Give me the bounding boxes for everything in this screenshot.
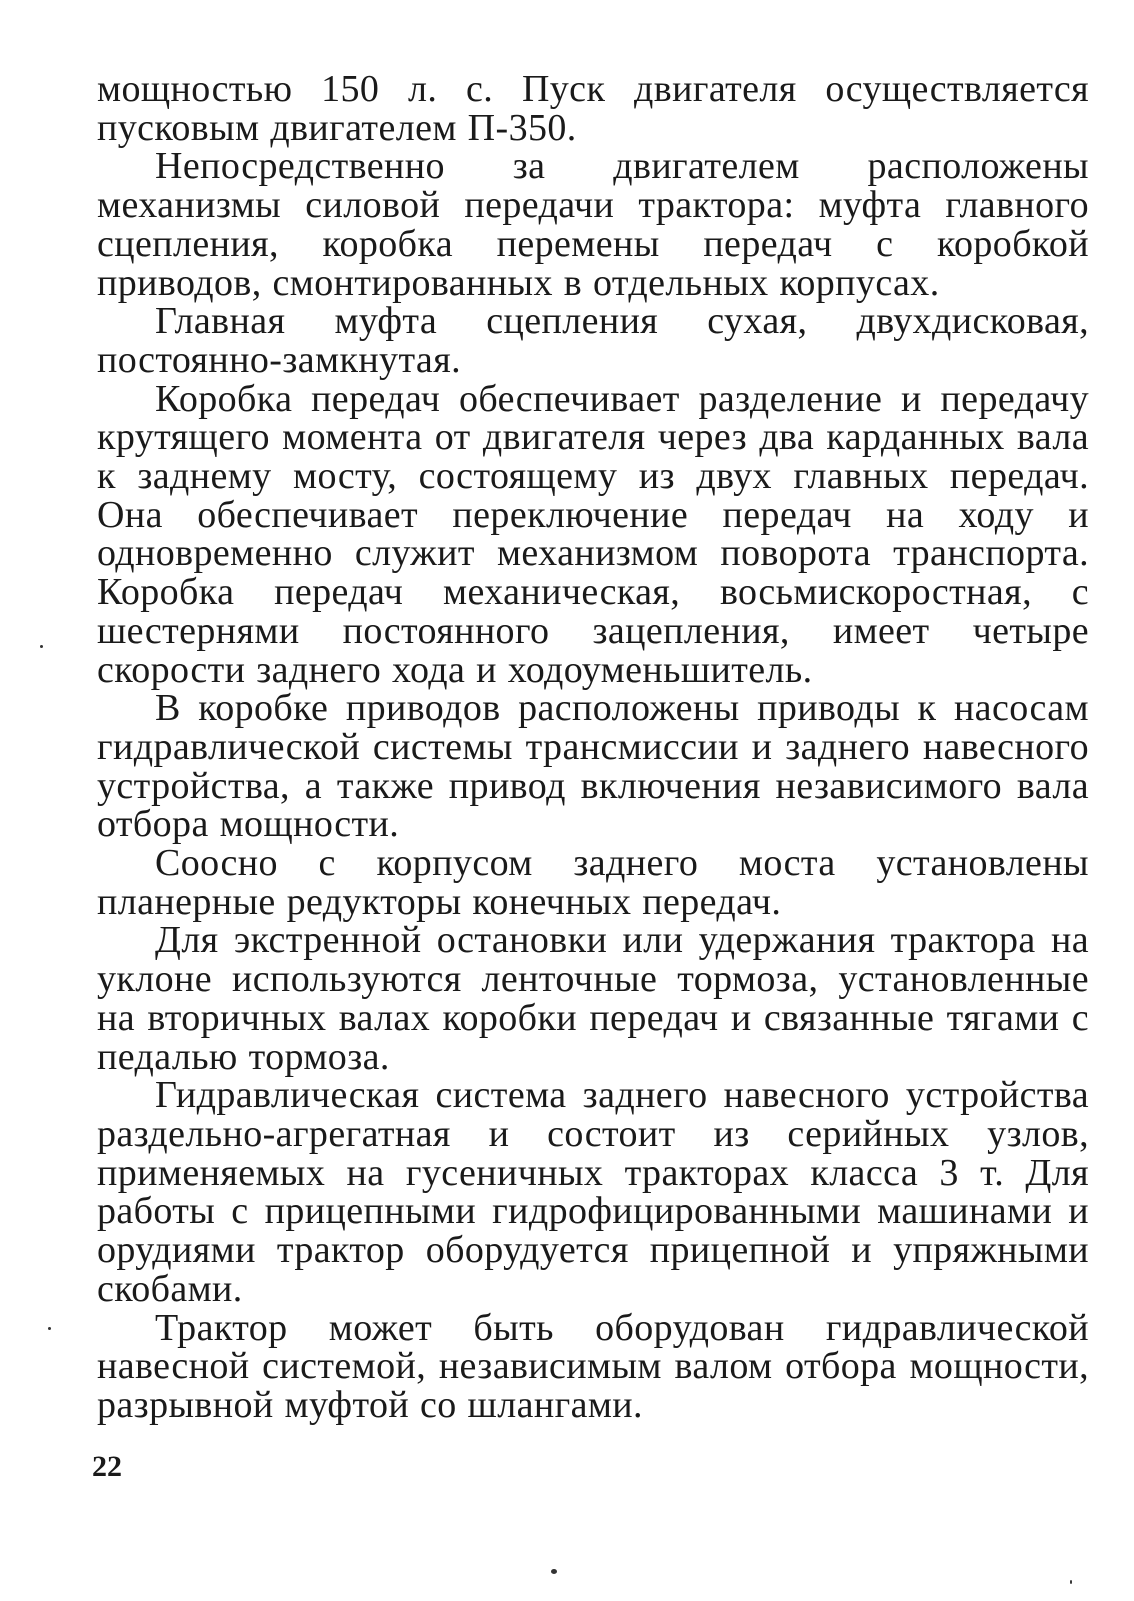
scan-speck	[40, 645, 43, 648]
page-text	[97, 70, 1089, 1425]
paragraph-final-drives: Соосно с корпусом заднего моста установлены планерные редукторы конечных передач.	[97, 842, 1089, 923]
scan-speck	[551, 1569, 557, 1574]
paragraph-hydraulics: Гидравлическая система заднего навесного устройства раздельно-агрегатная и состоит из серийных узлов, применяемых на гусеничных тракторах класса 3 т. Для работы с прицепными гидрофицированными машинами и орудиями трактор оборудуется прицепной и упряжными скобами.	[97, 1074, 1089, 1310]
paragraph-transmission: Непосредственно за двигателем расположены механизмы силовой передачи трактора: муфта главного сцепления, коробка перемены передач с коробкой приводов, смонтированных в отдельных корпусах.	[97, 145, 1089, 304]
paragraph-drive-box: В коробке приводов расположены приводы к насосам гидравлической системы трансмиссии и заднего навесного устройства, а также привод включения независимого вала отбора мощности.	[97, 687, 1089, 846]
paragraph-continuation: мощностью 150 л. с. Пуск двигателя осуществляется пусковым двигателем П-350.	[97, 68, 1089, 149]
paragraph-gearbox: Коробка передач обеспечивает разделение и передачу крутящего момента от двигателя через два карданных вала к заднему мосту, состоящему из двух главных передач. Она обеспечивает переключение передач на ходу и одновременно служит механизмом поворота транспорта. Коробка передач механическая, восьмискоростная, с шестернями постоянного зацепления, имеет четыре скорости заднего хода и ходоуменьшитель.	[97, 377, 1089, 691]
paragraph-optional-equipment: Трактор может быть оборудован гидравлической навесной системой, независимым валом отбора мощности, разрывной муфтой со шлангами.	[97, 1306, 1089, 1426]
paragraph-brakes: Для экстренной остановки или удержания трактора на уклоне используются ленточные тормоза, установленные на вторичных валах коробки передач и связанные тягами с педалью тормоза.	[97, 919, 1089, 1078]
page-number: 22	[92, 1450, 122, 1483]
paragraph-main-clutch: Главная муфта сцепления сухая, двухдисковая, постоянно-замкнутая.	[97, 300, 1089, 381]
scan-speck	[48, 1327, 51, 1330]
scan-speck	[1070, 1580, 1072, 1584]
